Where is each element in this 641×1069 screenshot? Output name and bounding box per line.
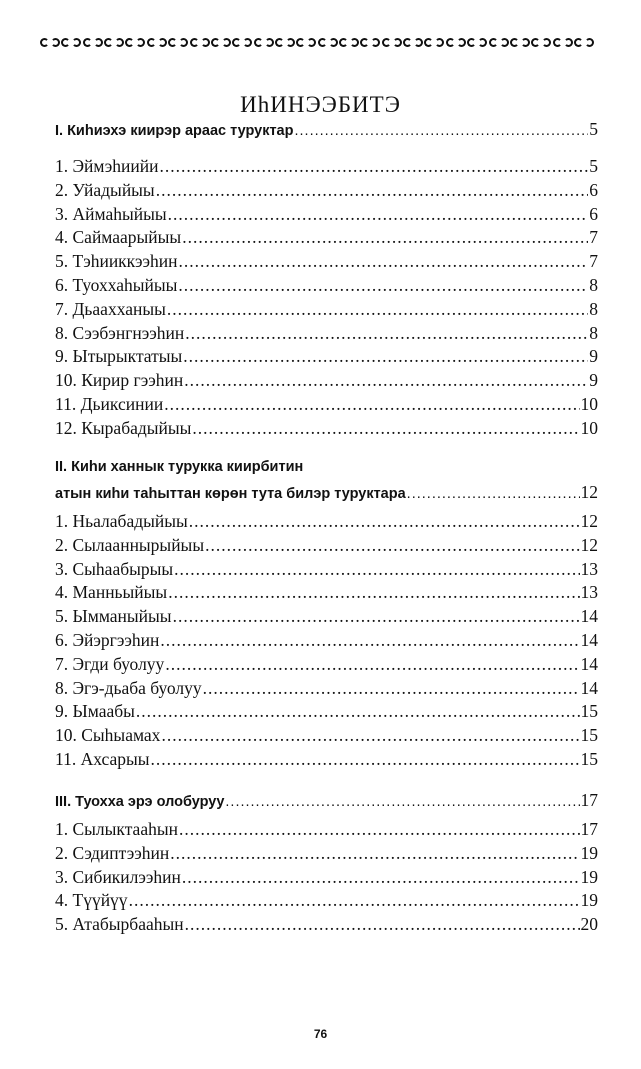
section-heading: II. Киhи ханнык туруккa киирбитин <box>55 459 304 475</box>
ornament-swirl-icon <box>40 35 61 49</box>
toc-entry <box>55 605 598 627</box>
toc-entry-label: 4. Манньыйыы <box>55 582 168 603</box>
dot-leader <box>167 298 588 320</box>
toc-entry-label: 10. Сыhыамах <box>55 725 161 746</box>
dot-leader <box>161 724 579 746</box>
toc-entry <box>55 345 598 367</box>
toc-entry-label: 5. Атабырбааhын <box>55 914 184 935</box>
toc-entry-label: 7. Дьаахханыы <box>55 298 166 319</box>
ornament-swirl-icon <box>211 35 232 49</box>
toc-entry-page: 12 <box>580 534 598 555</box>
ornament-swirl-icon <box>318 35 339 49</box>
toc-entry <box>55 724 598 746</box>
toc-entry-page: 19 <box>580 866 598 887</box>
toc-entry-page: 17 <box>580 819 598 839</box>
toc-entry-page: 15 <box>580 725 598 746</box>
toc-entry-label: 9. Ымаабы <box>55 701 135 722</box>
toc-entry <box>55 203 598 225</box>
ornament-border <box>40 34 595 50</box>
toc-entry-label: 11. Дьиксинии <box>55 394 164 414</box>
toc-entry <box>55 155 598 177</box>
section-heading-row-label: III. Туохха эрэ олобуруу <box>55 794 225 810</box>
section-heading-row <box>55 118 598 142</box>
dot-leader <box>179 818 580 840</box>
dot-leader <box>159 155 588 177</box>
dot-leader <box>174 558 579 580</box>
ornament-swirl-icon <box>275 35 296 49</box>
dot-leader <box>156 179 589 201</box>
toc-entry <box>55 250 598 272</box>
dot-leader <box>165 653 579 675</box>
dot-leader <box>184 369 588 391</box>
toc-entry-page: 10 <box>580 417 598 438</box>
dot-leader <box>129 889 580 911</box>
ornament-swirl-icon <box>446 35 467 49</box>
toc-entry-page: 6 <box>589 179 598 200</box>
dot-leader <box>203 677 580 699</box>
ornament-swirl-icon <box>553 35 574 49</box>
toc-entry-label: 3. Сибикилээhин <box>55 866 181 887</box>
ornament-swirl-icon <box>403 35 424 49</box>
dot-leader <box>182 866 580 888</box>
dot-leader <box>185 322 588 344</box>
section-heading-row-page: 5 <box>589 119 598 139</box>
dot-leader <box>182 226 588 248</box>
toc-entry-label: 5. Ымманыйыы <box>55 606 172 627</box>
ornament-swirl-icon <box>531 35 552 49</box>
dot-leader <box>205 534 579 556</box>
dot-leader <box>160 629 579 651</box>
toc-entry <box>55 298 598 320</box>
ornament-swirl-icon <box>190 35 211 49</box>
toc-entry <box>55 534 598 556</box>
toc-entry-page: 8 <box>589 322 598 343</box>
toc-entry-page: 15 <box>580 701 598 722</box>
toc-entry-label: 7. Эгди буолуу <box>55 653 165 674</box>
toc-entry-label: 2. Уйадыйыы <box>55 179 155 200</box>
ornament-swirl-icon <box>382 35 403 49</box>
toc-entry-label: 4. Түүйүү <box>55 890 128 911</box>
toc-entry-page: 20 <box>580 914 598 935</box>
toc-entry-label: 6. Туоххаhыйыы <box>55 275 178 295</box>
toc-entry-label: 8. Эгэ-дьаба буолуу <box>55 677 202 698</box>
dot-leader <box>164 393 579 415</box>
toc-entry-page: 19 <box>580 842 598 863</box>
ornament-swirl-icon <box>510 35 531 49</box>
ornament-swirl-icon <box>296 35 317 49</box>
ornament-swirl-icon <box>168 35 189 49</box>
toc-entry <box>55 913 598 935</box>
dot-leader <box>407 483 580 505</box>
toc-entry-label: 8. Сээбэнгнээhин <box>55 322 185 343</box>
dot-leader <box>294 120 588 142</box>
toc-entry-page: 8 <box>589 298 598 319</box>
toc-entry-label: 12. Кырабадыйыы <box>55 417 192 438</box>
toc-entry-page: 7 <box>589 251 598 272</box>
dot-leader <box>168 581 579 603</box>
toc-entry-label: 11. Ахсарыы <box>55 749 150 769</box>
toc-entry <box>55 748 598 770</box>
toc-entry-page: 14 <box>580 606 598 627</box>
ornament-swirl-icon <box>147 35 168 49</box>
toc-entry <box>55 653 598 675</box>
toc-entry <box>55 818 598 840</box>
section-heading-row <box>55 789 598 813</box>
toc-entry <box>55 866 598 888</box>
toc-entry-page: 5 <box>589 156 598 176</box>
toc-entry-page: 8 <box>589 275 598 295</box>
section-heading-row-page: 17 <box>580 790 598 810</box>
toc-entry-page: 12 <box>580 511 598 531</box>
ornament-swirl-icon <box>61 35 82 49</box>
section-heading-row-label: атын киhи таhыттан көрөн тута билэр туруктара <box>55 486 406 502</box>
toc-entry-label: 10. Кирир гээhин <box>55 370 184 391</box>
toc-entry <box>55 322 598 344</box>
dot-leader <box>189 510 580 532</box>
ornament-swirl-icon <box>489 35 510 49</box>
toc-entry-label: 5. Тэhииккээhин <box>55 251 178 272</box>
toc-entry-page: 10 <box>580 394 598 414</box>
toc-entry <box>55 510 598 532</box>
toc-entry-label: 6. Эйэргээhин <box>55 630 160 650</box>
toc-entry-page: 14 <box>580 677 598 698</box>
toc-entry-page: 13 <box>580 558 598 579</box>
toc-entry <box>55 226 598 248</box>
toc-entry-label: 2. Сэдиптээhин <box>55 842 170 863</box>
dot-leader <box>178 250 588 272</box>
toc-entry <box>55 417 598 439</box>
toc-entry-label: 4. Саймаарыйыы <box>55 227 182 248</box>
section-heading-row-page: 12 <box>580 482 598 502</box>
page-number: 76 <box>313 1027 328 1041</box>
toc-entry-page: 14 <box>580 653 598 674</box>
ornament-swirl-icon <box>254 35 275 49</box>
toc-entry-page: 14 <box>580 630 598 650</box>
toc-entry <box>55 581 598 603</box>
dot-leader <box>183 345 588 367</box>
toc-entry <box>55 274 598 296</box>
toc-entry-label: 9. Ытырыктатыы <box>55 346 183 367</box>
dot-leader <box>178 274 588 296</box>
toc-entry-page: 7 <box>589 227 598 248</box>
toc-entry-label: 1. Ньалабадыйыы <box>55 511 188 531</box>
dot-leader <box>192 417 579 439</box>
toc-entry-page: 9 <box>589 370 598 391</box>
dot-leader <box>168 203 589 225</box>
toc-entry-page: 19 <box>580 890 598 911</box>
toc-entry-label: 1. Сылыктааhын <box>55 819 178 839</box>
toc-entry <box>55 677 598 699</box>
ornament-swirl-icon <box>424 35 445 49</box>
ornament-swirl-icon <box>83 35 104 49</box>
toc-entry-label: 3. Аймаhыйыы <box>55 203 167 224</box>
toc-entry-page: 6 <box>589 203 598 224</box>
toc-entry <box>55 393 598 415</box>
ornament-swirl-icon <box>360 35 381 49</box>
toc-entry <box>55 369 598 391</box>
section-heading-row-label: I. Киhиэхэ киирэр араас туруктар <box>55 123 294 139</box>
ornament-swirl-icon <box>104 35 125 49</box>
section-heading-row <box>55 481 598 505</box>
toc-entry <box>55 889 598 911</box>
ornament-swirl-icon <box>232 35 253 49</box>
ornament-swirl-icon <box>125 35 146 49</box>
toc-entry <box>55 558 598 580</box>
toc-entry-label: 2. Сылааннырыйыы <box>55 534 205 555</box>
toc-entry-page: 15 <box>580 749 598 769</box>
dot-leader <box>151 748 580 770</box>
toc-entry <box>55 700 598 722</box>
dot-leader <box>185 913 580 935</box>
toc-entry-page: 9 <box>589 346 598 367</box>
toc-entry <box>55 842 598 864</box>
ornament-swirl-icon <box>339 35 360 49</box>
dot-leader <box>136 700 580 722</box>
toc-entry-page: 13 <box>580 582 598 603</box>
page-title: ИhИНЭЭБИТЭ <box>240 92 401 117</box>
toc-entry <box>55 179 598 201</box>
ornament-swirl-icon <box>467 35 488 49</box>
toc-entry <box>55 629 598 651</box>
dot-leader <box>173 605 580 627</box>
toc-entry-label: 1. Эймэhиийи <box>55 156 159 176</box>
dot-leader <box>225 791 579 813</box>
dot-leader <box>170 842 579 864</box>
toc-entry-label: 3. Сыhаабырыы <box>55 558 174 579</box>
ornament-swirl-icon <box>574 35 595 49</box>
